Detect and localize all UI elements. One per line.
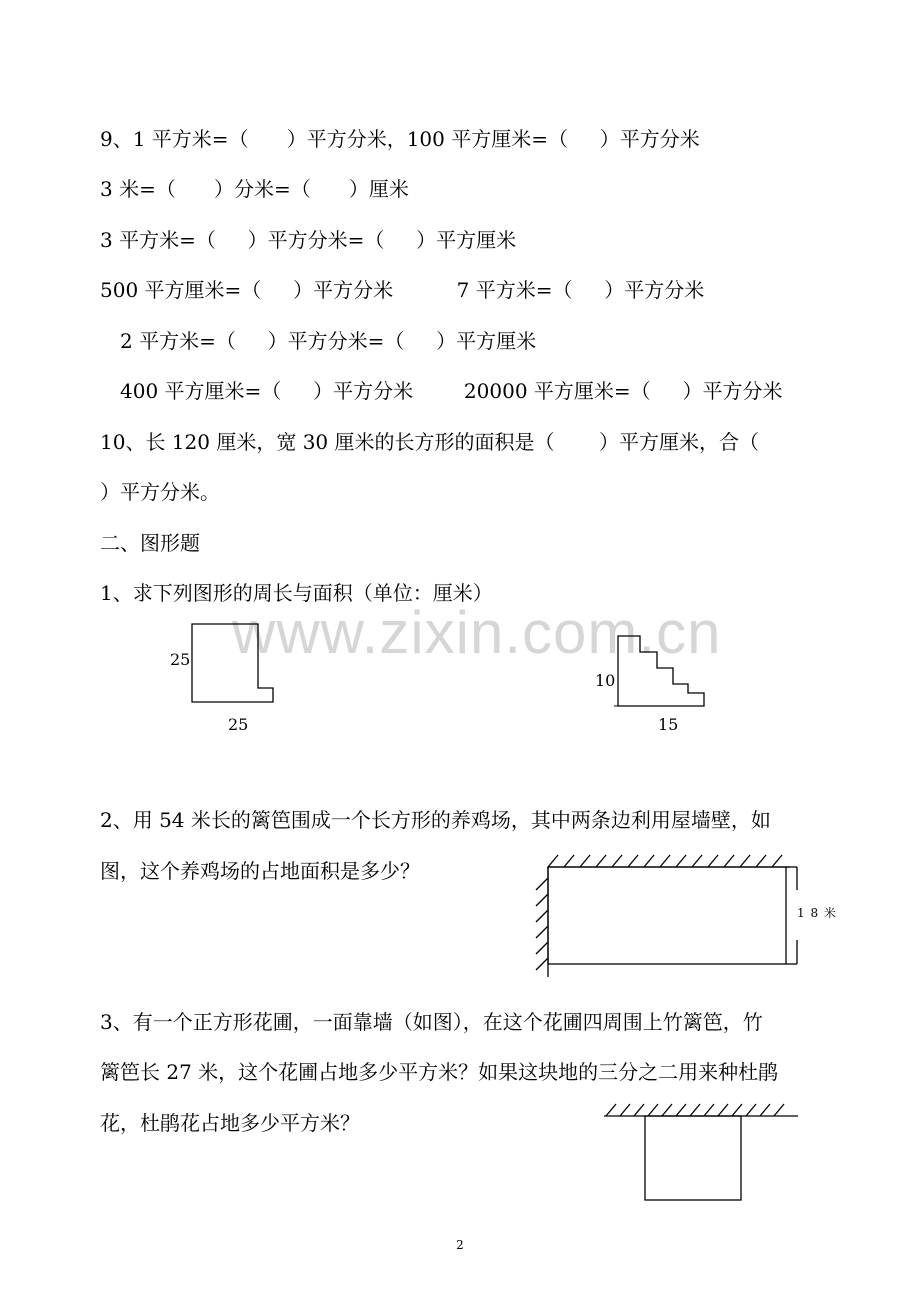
- shape-q3-line-1: 3、有一个正方形花圃，一面靠墙（如图），在这个花圃四周围上竹篱笆，竹: [100, 1010, 763, 1034]
- fig3-wall-hatching: [604, 1104, 798, 1116]
- section-heading: 二、图形题: [100, 531, 200, 555]
- fig1-right-width-label: 15: [658, 715, 679, 734]
- shape-q3-line-2: 篱笆长 27 米，这个花圃占地多少平方米？如果这块地的三分之二用来种杜鹃: [100, 1060, 779, 1084]
- watermark: www.zixin.com.cn: [232, 599, 722, 666]
- fig2-dimension-bracket: [786, 867, 797, 964]
- shape-q2-line-1: 2、用 54 米长的篱笆围成一个长方形的养鸡场，其中两条边利用屋墙壁，如: [100, 808, 771, 832]
- fig1-right-shape: [618, 636, 704, 706]
- fig2-left-wall-hatching: [536, 867, 548, 977]
- q9-line-4: 500 平方厘米=（ ）平方分米 7 平方米=（ ）平方分米: [100, 278, 705, 302]
- fig2-side-label: 1 8 米: [797, 906, 837, 920]
- fig1-left-width-label: 25: [228, 715, 249, 734]
- q9-line-2: 3 米=（ ）分米=（ ）厘米: [100, 177, 409, 201]
- q9-line-1: 9、1 平方米=（ ）平方分米，100 平方厘米=（ ）平方分米: [100, 127, 700, 151]
- fig2-rectangle: [548, 867, 786, 964]
- q9-line-3: 3 平方米=（ ）平方分米=（ ）平方厘米: [100, 228, 517, 252]
- fig1-right-height-label: 10: [595, 671, 616, 690]
- q9-line-5: 2 平方米=（ ）平方分米=（ ）平方厘米: [120, 329, 537, 353]
- fig1-left-height-label: 25: [170, 650, 191, 669]
- page-number: 2: [456, 1238, 464, 1252]
- shape-q2-line-2: 图，这个养鸡场的占地面积是多少？: [100, 859, 420, 883]
- fig1-left-shape: [192, 624, 273, 702]
- q10-line-2: ）平方分米。: [100, 480, 220, 504]
- fig3-square: [645, 1116, 741, 1200]
- shape-q1-text: 1、求下列图形的周长与面积（单位：厘米）: [100, 581, 493, 605]
- q9-line-6: 400 平方厘米=（ ）平方分米 20000 平方厘米=（ ）平方分米: [120, 379, 783, 403]
- fig2-top-wall-hatching: [548, 855, 790, 867]
- q10-line-1: 10、长 120 厘米，宽 30 厘米的长方形的面积是（ ）平方厘米，合（: [100, 430, 760, 454]
- shape-q3-line-3: 花，杜鹃花占地多少平方米？: [100, 1111, 360, 1135]
